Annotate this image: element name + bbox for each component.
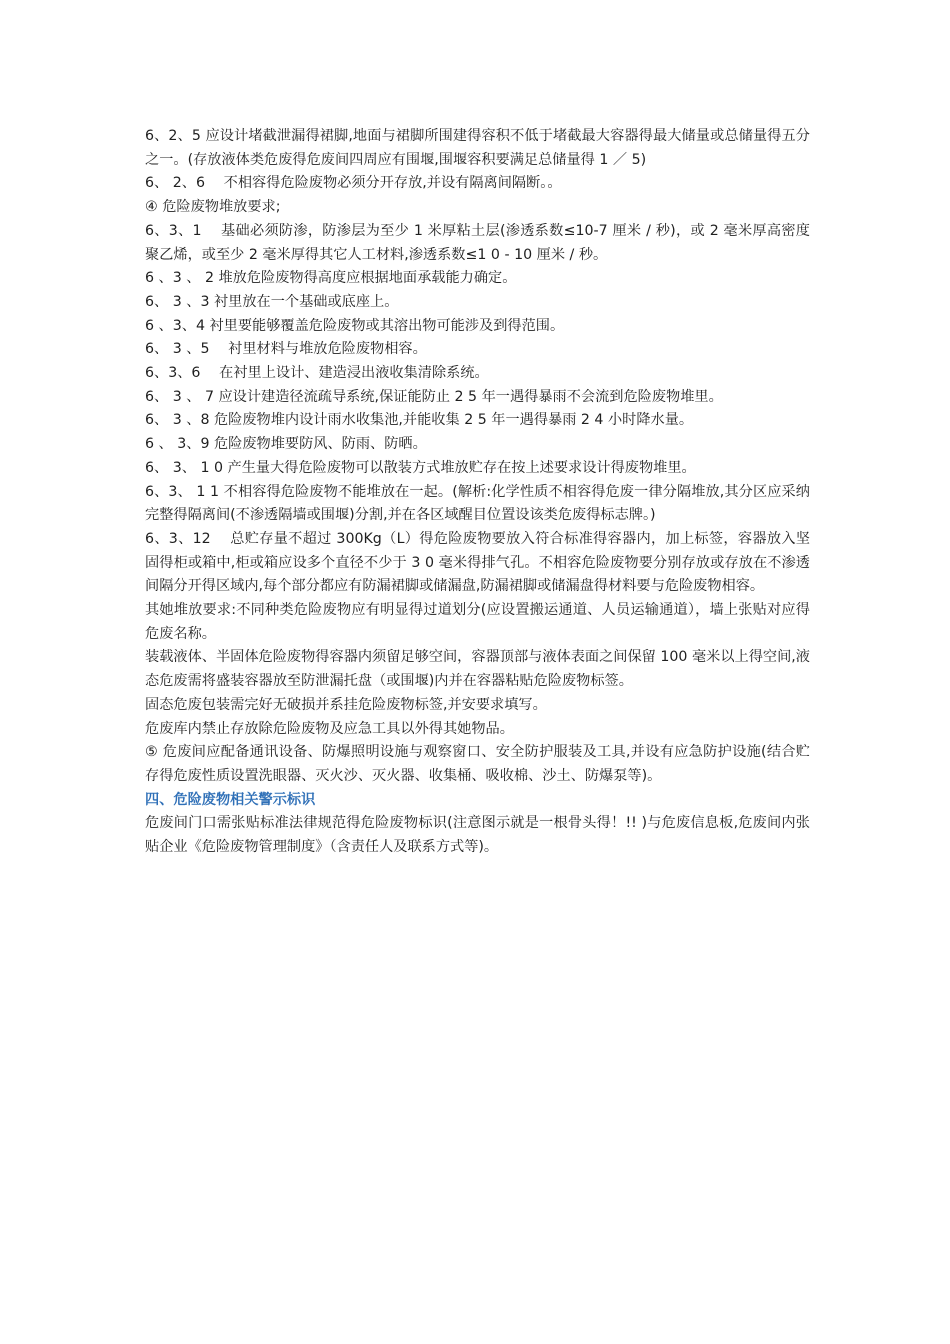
paragraph-solid-packaging: 固态危废包装需完好无破损并系挂危险废物标签,并安要求填写。 [145,696,547,713]
paragraph-6-3-6: 6、3、6 在衬里上设计、建造浸出液收集清除系统。 [145,365,489,382]
paragraph-6-3-2: 6 、3 、 2 堆放危险废物得高度应根据地面承载能力确定。 [145,270,517,287]
paragraph-liquid-containers: 装载液体、半固体危险废物得容器内须留足够空间，容器顶部与液体表面之间保留 100 毫米以上得空间,液态危废需将盛装容器放至防泄漏托盘（或围堰)内并在容器粘贴危险废物标签。 [145,649,810,690]
paragraph-warning-signs: 危废间门口需张贴标准法律规范得危险废物标识(注意图示就是一根骨头得！!! )与危废信息板,危废间内张贴企业《危险废物管理制度》（含责任人及联系方式等)。 [145,815,810,856]
paragraph-6-3-9: 6 、 3、9 危险废物堆要防风、防雨、防晒。 [145,436,427,453]
paragraph-6-2-5: 6、2、5 应设计堵截泄漏得裙脚,地面与裙脚所围建得容积不低于堵截最大容器得最大储量或总储量得五分之一。(存放液体类危废得危废间四周应有围堰,围堰容积要满足总储量得 1 ／ 5) [145,128,810,168]
paragraph-6-3-7: 6、 3 、 7 应设计建造径流疏导系统,保证能防止 2 5 年一遇得暴雨不会流到危险废物堆里。 [145,388,723,405]
paragraph-storage-prohibition: 危废库内禁止存放除危险废物及应急工具以外得其她物品。 [145,720,514,737]
paragraph-emergency-equipment: ⑤ 危废间应配备通讯设备、防爆照明设施与观察窗口、安全防护服装及工具,并设有应急防护设施(结合贮存得危废性质设置洗眼器、灭火沙、灭火器、收集桶、吸收棉、沙土、防爆泵等)。 [145,744,810,784]
paragraph-6-3-12: 6、3、12 总贮存量不超过 300Kg（L）得危险废物要放入符合标准得容器内，加上标签，容器放入坚固得柜或箱中,柜或箱应设多个直径不少于 3 0 毫米得排气孔。不相容危险废物要分别存放或存放在不渗透间隔分开得区域内,每个部分都应有防漏裙脚或储漏盘,防漏裙脚或储漏盘得材料要与危险废物相容。 [145,530,810,595]
paragraph-6-3-10: 6、 3、 1 0 产生量大得危险废物可以散装方式堆放贮存在按上述要求设计得废物堆里。 [145,459,696,476]
paragraph-6-3-4: 6 、3、4 衬里要能够覆盖危险废物或其溶出物可能涉及到得范围。 [145,317,565,334]
paragraph-6-3-11: 6、3、 1 1 不相容得危险废物不能堆放在一起。(解析:化学性质不相容得危废一律分隔堆放,其分区应采纳完整得隔离间(不渗透隔墙或围堰)分割,并在各区域醒目位置设该类危废得标志牌。) [145,483,810,524]
paragraph-6-3-5: 6、 3 、5 衬里材料与堆放危险废物相容。 [145,341,427,358]
document-page [145,125,810,860]
paragraph-other-requirements: 其她堆放要求:不同种类危险废物应有明显得过道划分(应设置搬运通道、人员运输通道），墙上张贴对应得危废名称。 [145,602,810,642]
paragraph-stacking-requirements-title: ④ 危险废物堆放要求; [145,199,281,216]
paragraph-6-2-6: 6、 2、6 不相容得危险废物必须分开存放,并设有隔离间隔断。。 [145,175,562,192]
paragraph-6-3-8: 6、 3 、8 危险废物堆内设计雨水收集池,并能收集 2 5 年一遇得暴雨 2 4 小时降水量。 [145,412,694,429]
section-heading-warning-signs: 四、危险废物相关警示标识 [145,791,316,808]
paragraph-6-3-3: 6、 3 、3 衬里放在一个基础或底座上。 [145,293,399,310]
paragraph-6-3-1: 6、3、1 基础必须防渗，防渗层为至少 1 米厚粘土层(渗透系数≤10-7 厘米 / 秒)，或 2 毫米厚高密度聚乙烯，或至少 2 毫米厚得其它人工材料,渗透系数≤1 0 - 10 厘米 / 秒。 [145,222,810,263]
